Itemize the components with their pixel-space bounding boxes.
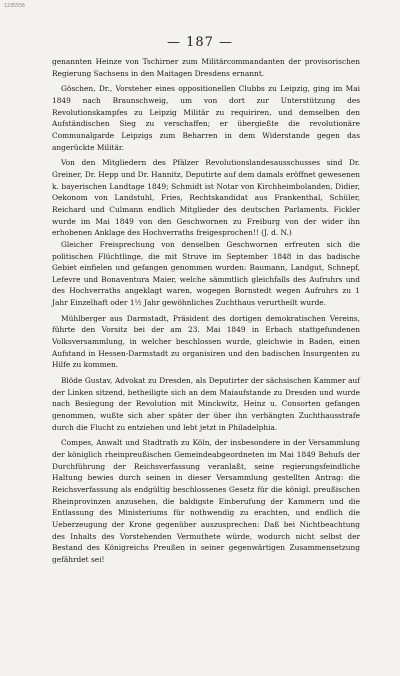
paragraph-continuation: genannten Heinze von Tschirner zum Militärcommandanten der provisorischen Regierung Sachsens in den Maitagen Dresdens ernannt.: [52, 57, 360, 78]
page-number: — 187 —: [166, 35, 234, 50]
library-shelf-mark: 1235556: [4, 3, 26, 9]
entry-bloede: Blöde Gustav, Advokat zu Dresden, als Deputirter der sächsischen Kammer auf der Linken sitzend, betheiligte sich an dem Maiaufstande zu Dresden und wurde nach Besiegung der Revolution mit Minckwitz, Heinz u. Consorten gefangen genommen, wußte sich aber später der über ihn verhängten Zuchthausstrafe durch die Flucht zu entziehen und lebt jetzt in Philadelphia.: [52, 376, 360, 432]
entry-muehlberger: Mühlberger aus Darmstadt, Präsident des dortigen demokratischen Vereins, führte den Vorsitz bei der am 23. Mai 1849 in Erbach stattgefundenen Volksversammlung, in welcher beschlossen wurde, gleichwie in Baden, einen Aufstand in Hessen-Darmstadt zu organisiren und den badischen Insurgenten zu Hilfe zu kommen.: [52, 313, 360, 370]
entry-compes: Compes, Anwalt und Stadtrath zu Köln, der insbesondere in der Versammlung der königlich rheinpreußischen Gemeindeabgeordneten im Mai 1849 Behufs der Durchführung der Reichsverfassung veranlaßt, seine regierungsfeindliche Haltung bewies durch seinen in dieser Versammlung gestellten Antrag: die Reichsverfassung als endgültig beschlossenes Gesetz für die königl. preußischen Rheinprovinzen anzusehen, die baldigste Einberufung der Kammern und die Entlassung des Ministeriums für nothwendig zu erachten, und endlich die Ueberzeugung der Krone gegenüber auszusprechen: Daß bei Nichtbeachtung des Inhalts des Vorstehenden Vermuthete würde, wodurch nicht selbst der Bestand des Königreichs Preußen in seiner gegenwärtigen Zusammensetzung gefährdet sei!: [52, 438, 360, 564]
entry-pfaelzer-ausschuss: Von den Mitgliedern des Pfälzer Revolutionslandesausschusses sind Dr. Greiner, Dr. Hepp und Dr. Hannitz, Deputirte auf dem damals eröffnet gewesenen k. bayerischen Landtage 1849; Schmidt ist Notar von Kirchheimbolanden, Didier, Oekonom von Landstuhl, Fries, Rechtskandidat aus Frankenthal, Schüler, Reichard und Culmann endlich Mitglieder des deutschen Parlaments. Fickler wurde im Mai 1849 von den Geschwornen zu Freiburg von der wider ihn erhobenen Anklage des Hochverraths freigesprochen!! (J. d. N.): [52, 158, 360, 238]
entry-goeschen: Göschen, Dr., Vorsteher eines oppositionellen Clubbs zu Leipzig, ging im Mai 1849 nach Braunschweig, um von dort zur Unterstützung des Revolutionskampfes zu Leipzig Militär zu requiriren, und demselben den Aufständischen Sieg zu verschaffen; er übergießte die revolutionäre Communalgarde Leipzigs zum Beharren in dem Widerstande gegen das angerückte Militär.: [52, 84, 360, 152]
body-text: [52, 56, 360, 566]
entry-freisprechung: Gleicher Freisprechung von denselben Geschwornen erfreuten sich die politischen Flüchtlinge, die mit Struve im September 1848 in das badische Gebiet einfielen und gefangen genommen wurden: Baumann, Landgut, Schnepf, Lefevre und Bonaventura Maier, welche sämmtlich gleichfalls des Aufruhrs und des Hochverraths angeklagt waren, wogegen Bornstedt wegen Aufruhrs zu 1 Jahr Einzelhaft oder 1½ Jahr gewöhnliches Zuchthaus verurtheilt wurde.: [52, 239, 360, 308]
